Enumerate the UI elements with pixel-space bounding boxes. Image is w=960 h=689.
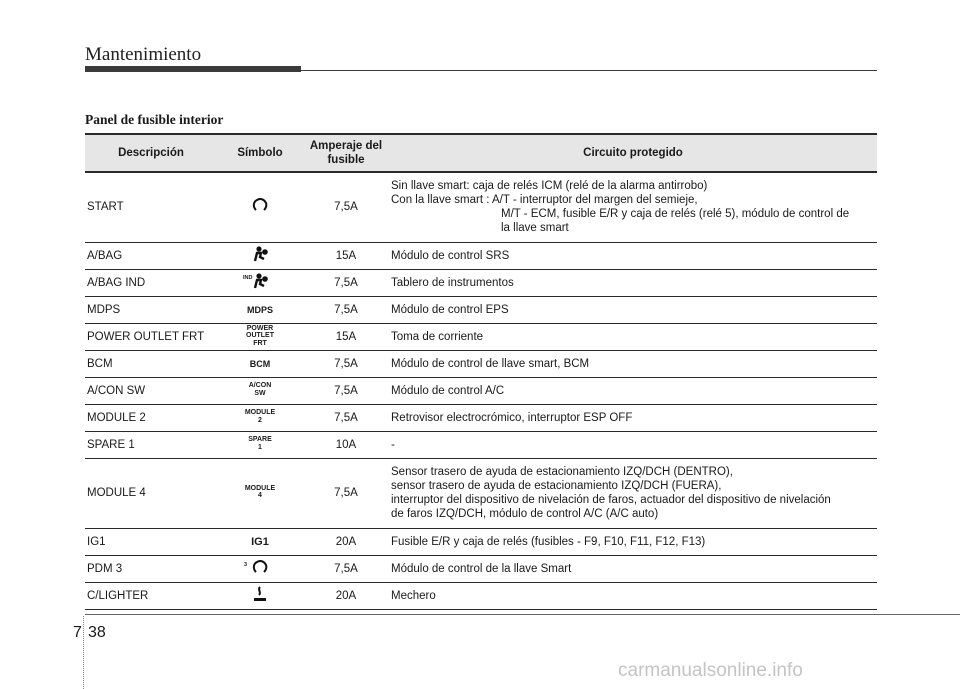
circuit-line: sensor trasero de ayuda de estacionamiento IZQ/DCH (FUERA), bbox=[391, 480, 722, 492]
circuit-line: Sin llave smart: caja de relés ICM (relé de la alarma antirrobo) bbox=[391, 180, 708, 193]
row-symbol bbox=[217, 431, 303, 458]
symbol-line: 1 bbox=[258, 443, 262, 451]
subheading: Panel de fusible interior bbox=[85, 112, 224, 127]
section-title: Mantenimiento bbox=[85, 44, 202, 65]
table-row bbox=[85, 377, 877, 404]
symbol-label: BCM bbox=[249, 358, 271, 369]
symbol-label bbox=[248, 436, 272, 451]
row-symbol bbox=[217, 582, 303, 609]
row-circuit: Módulo de control EPS bbox=[389, 296, 877, 323]
table-row bbox=[85, 431, 877, 458]
symbol-line: MODULE bbox=[244, 484, 276, 492]
row-amperage: 7,5A bbox=[303, 172, 389, 242]
row-amperage: 7,5A bbox=[303, 404, 389, 431]
symbol-line: 4 bbox=[258, 492, 262, 500]
symbol-label bbox=[246, 325, 274, 348]
table-row bbox=[85, 296, 877, 323]
key-loop-icon bbox=[252, 203, 268, 215]
table-row bbox=[85, 172, 877, 242]
row-symbol bbox=[217, 555, 303, 582]
row-description: IG1 bbox=[85, 528, 217, 555]
watermark: carmanualsonline.info bbox=[618, 660, 803, 681]
row-amperage: 20A bbox=[303, 582, 389, 609]
row-description: A/BAG IND bbox=[85, 269, 217, 296]
row-description: MODULE 4 bbox=[85, 458, 217, 528]
row-symbol bbox=[217, 350, 303, 377]
row-symbol bbox=[217, 458, 303, 528]
header-rule-thin bbox=[301, 70, 877, 71]
row-amperage: 15A bbox=[303, 242, 389, 269]
fuse-table bbox=[85, 133, 877, 610]
row-symbol bbox=[217, 296, 303, 323]
table-row bbox=[85, 242, 877, 269]
header-description: Descripción bbox=[85, 134, 217, 172]
cigarette-lighter-icon bbox=[252, 594, 268, 606]
chapter-number: 7 bbox=[73, 624, 82, 641]
symbol-label: MDPS bbox=[246, 304, 273, 315]
row-amperage: 20A bbox=[303, 528, 389, 555]
table-row bbox=[85, 350, 877, 377]
row-amperage: 7,5A bbox=[303, 350, 389, 377]
row-symbol bbox=[217, 323, 303, 350]
header-symbol: Símbolo bbox=[217, 134, 303, 172]
row-description: SPARE 1 bbox=[85, 431, 217, 458]
row-circuit: Módulo de control de llave smart, BCM bbox=[389, 350, 877, 377]
row-amperage: 7,5A bbox=[303, 296, 389, 323]
row-circuit: - bbox=[389, 431, 877, 458]
row-circuit bbox=[389, 172, 877, 242]
table-row bbox=[85, 458, 877, 528]
row-symbol bbox=[217, 269, 303, 296]
table-row bbox=[85, 528, 877, 555]
table-row bbox=[85, 323, 877, 350]
row-circuit: Fusible E/R y caja de relés (fusibles - F9, F10, F11, F12, F13) bbox=[389, 528, 877, 555]
row-description: C/LIGHTER bbox=[85, 582, 217, 609]
header-circuit: Circuito protegido bbox=[389, 134, 877, 172]
row-description: MDPS bbox=[85, 296, 217, 323]
row-circuit: Mechero bbox=[389, 582, 877, 609]
row-circuit: Módulo de control de la llave Smart bbox=[389, 555, 877, 582]
row-description: A/BAG bbox=[85, 242, 217, 269]
circuit-line: interruptor del dispositivo de nivelación de faros, actuador del dispositivo de nivelación bbox=[391, 494, 831, 506]
row-amperage: 7,5A bbox=[303, 269, 389, 296]
symbol-label bbox=[245, 409, 275, 424]
row-description: START bbox=[85, 172, 217, 242]
row-symbol bbox=[217, 242, 303, 269]
symbol-line: OUTLET bbox=[246, 332, 274, 339]
key-loop-icon bbox=[244, 560, 268, 578]
symbol-label: IG1 bbox=[251, 535, 269, 548]
airbag-icon bbox=[251, 253, 269, 265]
symbol-line: SPARE bbox=[248, 436, 272, 444]
symbol-line: A/CON bbox=[248, 382, 272, 390]
row-circuit: Módulo de control A/C bbox=[389, 377, 877, 404]
row-description: BCM bbox=[85, 350, 217, 377]
row-symbol bbox=[217, 377, 303, 404]
table-row bbox=[85, 269, 877, 296]
row-description: A/CON SW bbox=[85, 377, 217, 404]
circuit-line-indent: M/T - ECM, fusible E/R y caja de relés (relé 5), módulo de control de bbox=[501, 208, 850, 221]
table-row bbox=[85, 582, 877, 609]
symbol-label bbox=[245, 485, 275, 500]
airbag-indicator-icon bbox=[243, 273, 269, 293]
circuit-line-indent: la llave smart bbox=[501, 222, 569, 235]
row-amperage: 7,5A bbox=[303, 458, 389, 528]
table-header-row bbox=[85, 134, 877, 172]
row-symbol bbox=[217, 404, 303, 431]
header-amperage bbox=[303, 134, 389, 172]
row-description: MODULE 2 bbox=[85, 404, 217, 431]
footer-rule bbox=[85, 614, 960, 615]
row-amperage: 7,5A bbox=[303, 555, 389, 582]
symbol-label bbox=[249, 382, 272, 397]
row-description: PDM 3 bbox=[85, 555, 217, 582]
row-circuit: Módulo de control SRS bbox=[389, 242, 877, 269]
symbol-superscript: IND bbox=[243, 274, 253, 281]
symbol-line: POWER bbox=[246, 324, 274, 332]
symbol-line: 2 bbox=[258, 416, 262, 424]
symbol-superscript: 3 bbox=[244, 561, 248, 568]
symbol-line: FRT bbox=[253, 339, 267, 347]
row-description: POWER OUTLET FRT bbox=[85, 323, 217, 350]
symbol-line: SW bbox=[254, 389, 266, 397]
row-amperage: 7,5A bbox=[303, 377, 389, 404]
header-amperage-line2: fusible bbox=[327, 154, 365, 166]
row-symbol bbox=[217, 172, 303, 242]
page-number: 38 bbox=[88, 624, 106, 641]
circuit-line: de faros IZQ/DCH, módulo de control A/C (A/C auto) bbox=[391, 508, 659, 520]
row-amperage: 15A bbox=[303, 323, 389, 350]
table-row bbox=[85, 404, 877, 431]
header-amperage-line1: Amperaje del bbox=[309, 140, 383, 152]
row-symbol bbox=[217, 528, 303, 555]
row-circuit: Tablero de instrumentos bbox=[389, 269, 877, 296]
row-circuit: Retrovisor electrocrómico, interruptor ESP OFF bbox=[389, 404, 877, 431]
row-amperage: 10A bbox=[303, 431, 389, 458]
table-row bbox=[85, 555, 877, 582]
circuit-line: Con la llave smart : A/T - interruptor del margen del semieje, bbox=[391, 194, 698, 207]
circuit-line: Sensor trasero de ayuda de estacionamiento IZQ/DCH (DENTRO), bbox=[391, 466, 733, 478]
row-circuit: Toma de corriente bbox=[389, 323, 877, 350]
symbol-line: MODULE bbox=[244, 409, 276, 417]
row-circuit bbox=[389, 458, 877, 528]
footer-divider bbox=[83, 616, 85, 689]
header-rule-thick bbox=[85, 66, 301, 72]
